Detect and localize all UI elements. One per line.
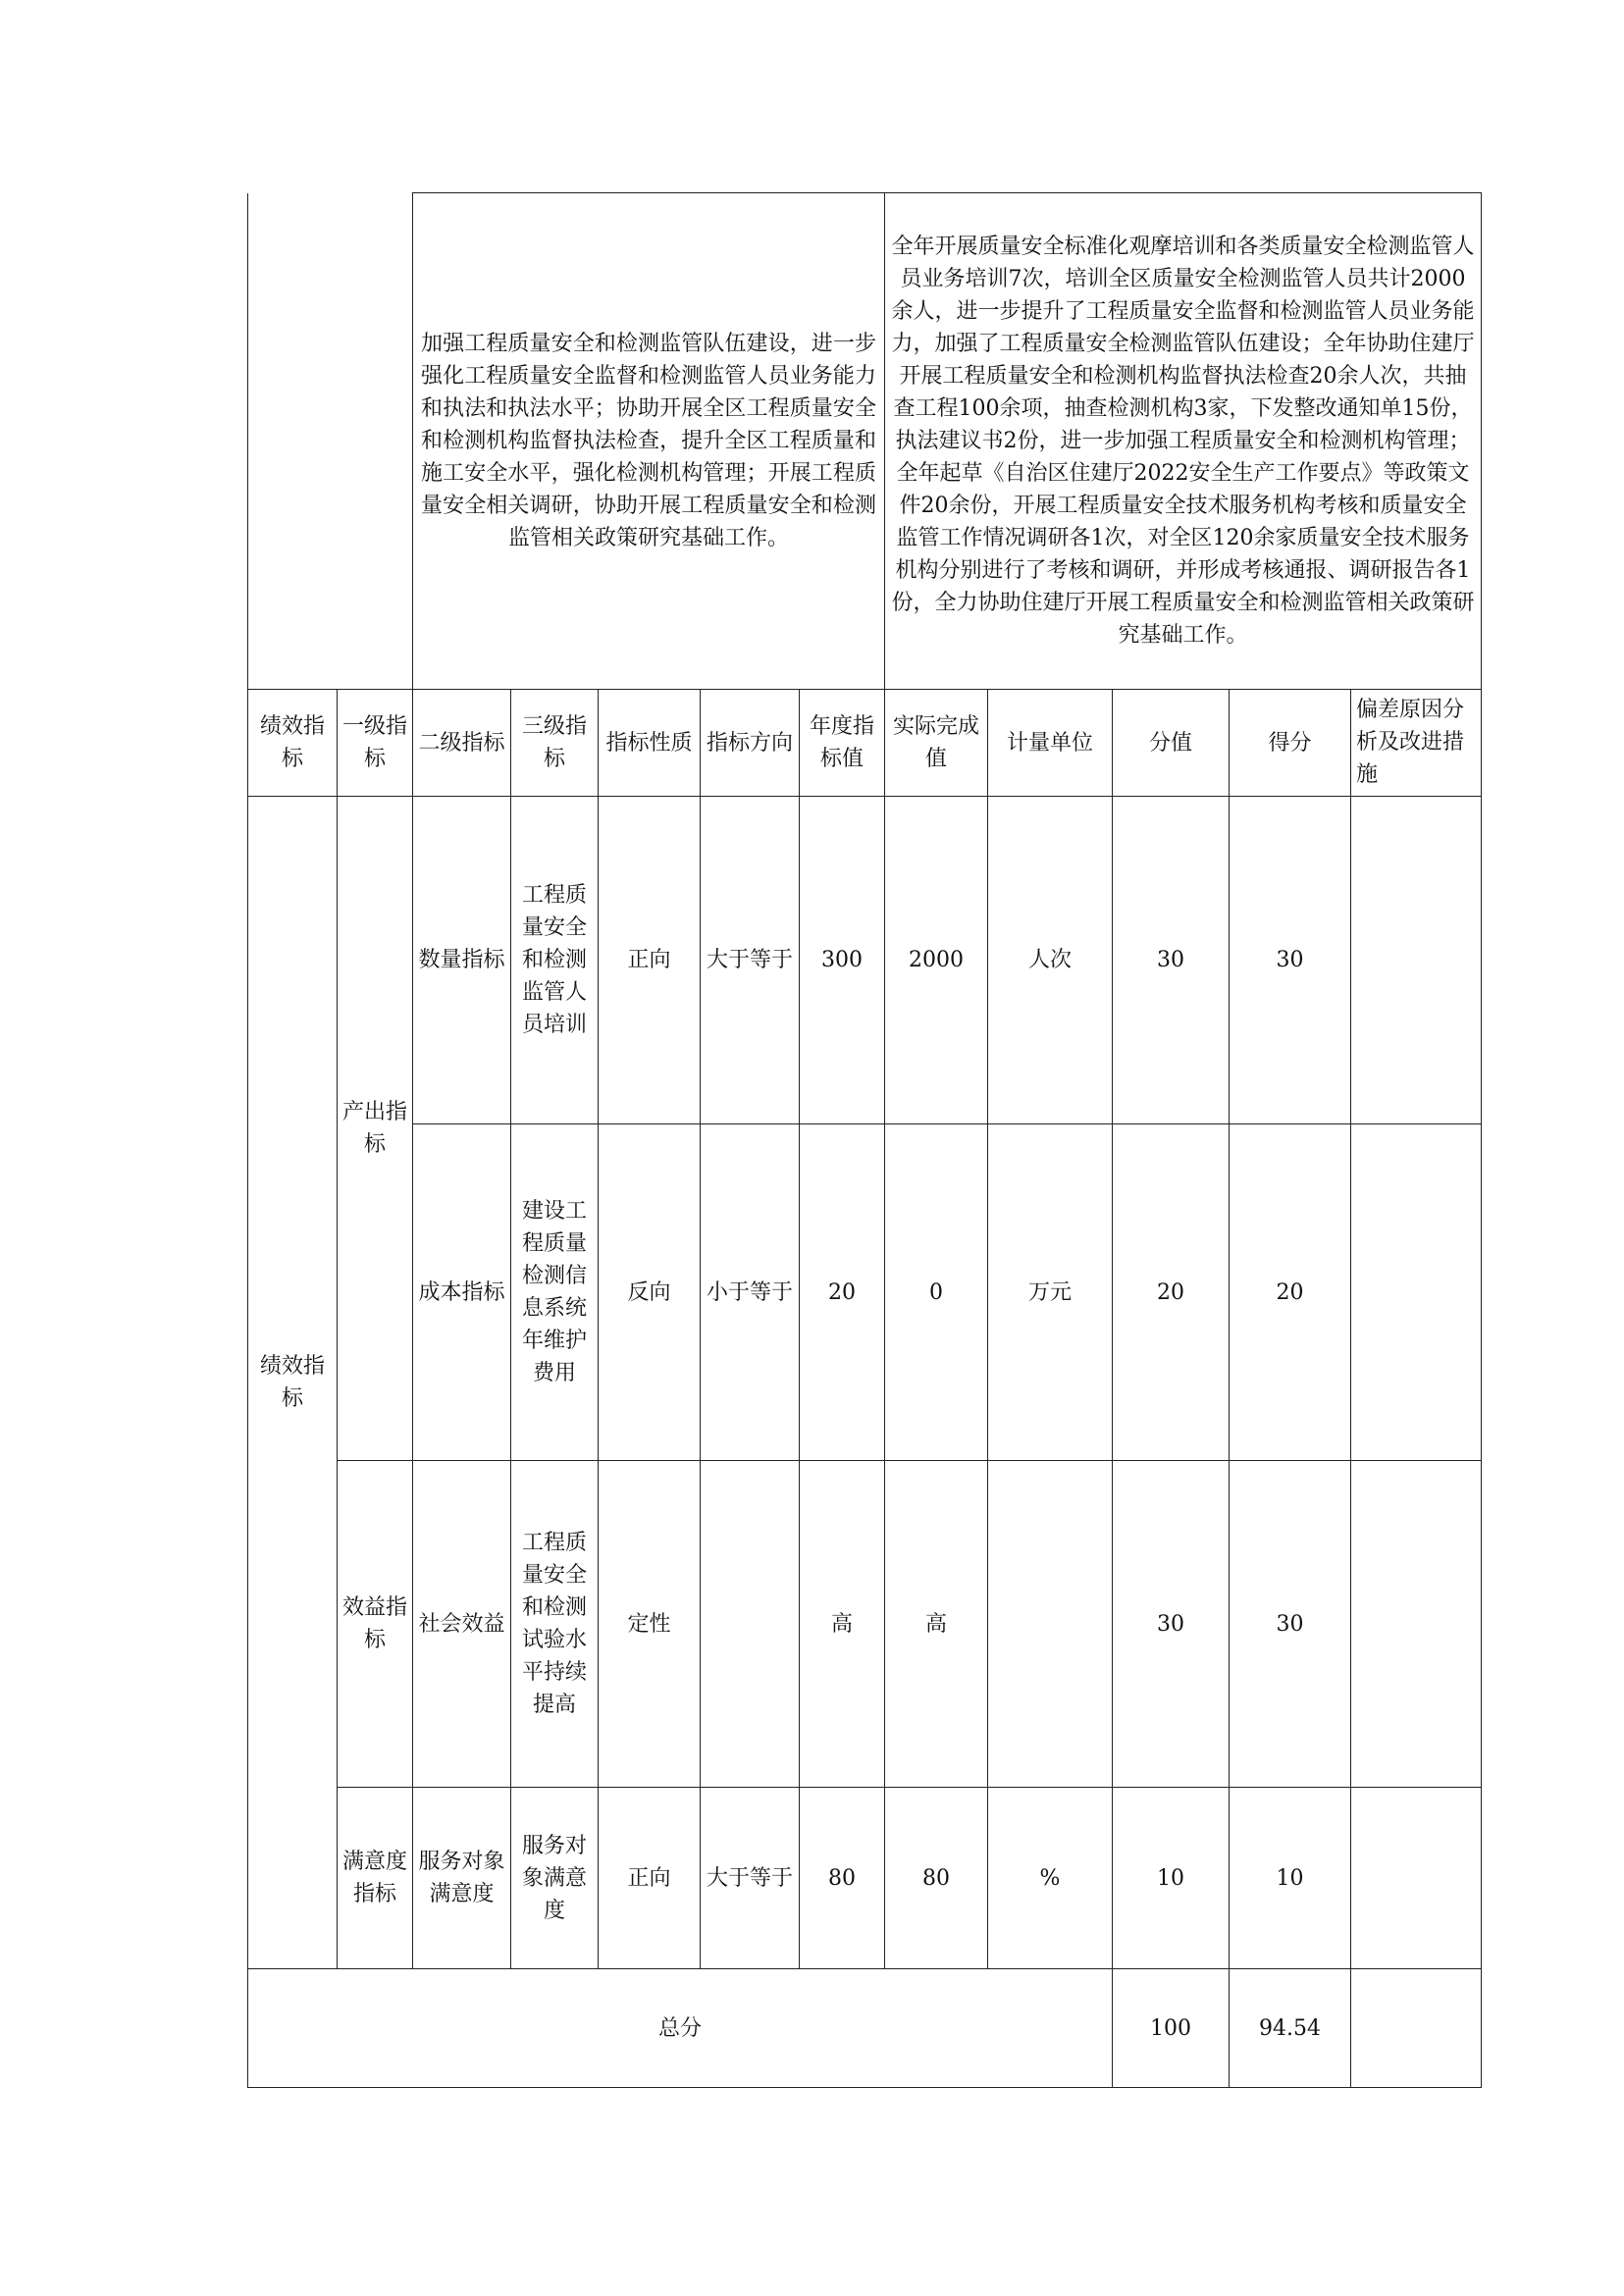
header-cell: 指标性质 bbox=[599, 690, 701, 797]
deviation-cell bbox=[1351, 797, 1482, 1124]
deviation-cell bbox=[1351, 1788, 1482, 1969]
deviation-cell bbox=[1351, 1124, 1482, 1461]
goals-row bbox=[248, 193, 1482, 690]
actual-cell: 80 bbox=[885, 1788, 988, 1969]
header-row bbox=[248, 690, 1482, 797]
score-value-cell: 30 bbox=[1113, 797, 1230, 1124]
actual-completion-cell: 全年开展质量安全标准化观摩培训和各类质量安全检测监管人员业务培训7次，培训全区质量安全检测监管人员共计2000余人，进一步提升了工程质量安全监督和检测监管人员业务能力，加强了工程质量安全检测监管队伍建设；全年协助住建厅开展工程质量安全和检测机构监督执法检查20余人次，共抽查工程100余项，抽查检测机构3家，下发整改通知单15份，执法建议书2份，进一步加强工程质量安全和检测机构管理；全年起草《自治区住建厅2022安全生产工作要点》等政策文件20余份，开展工程质量安全技术服务机构考核和质量安全监管工作情况调研各1次，对全区120余家质量安全技术服务机构分别进行了考核和调研，并形成考核通报、调研报告各1份，全力协助住建厅开展工程质量安全和检测监管相关政策研究基础工作。 bbox=[885, 193, 1482, 690]
nature-cell: 定性 bbox=[599, 1461, 701, 1788]
level2-cell: 服务对象满意度 bbox=[413, 1788, 511, 1969]
header-cell: 年度指标值 bbox=[800, 690, 885, 797]
level3-cell: 服务对象满意度 bbox=[511, 1788, 599, 1969]
header-cell: 偏差原因分析及改进措施 bbox=[1351, 690, 1482, 797]
level2-cell: 数量指标 bbox=[413, 797, 511, 1124]
score-cell: 20 bbox=[1230, 1124, 1351, 1461]
nature-cell: 正向 bbox=[599, 797, 701, 1124]
header-cell: 实际完成值 bbox=[885, 690, 988, 797]
direction-cell: 小于等于 bbox=[701, 1124, 800, 1461]
table-row bbox=[248, 1124, 1482, 1461]
level1-benefit-cell: 效益指标 bbox=[338, 1461, 413, 1788]
level1-output-cell: 产出指标 bbox=[338, 797, 413, 1461]
total-label-cell: 总分 bbox=[248, 1969, 1113, 2088]
header-cell: 三级指标 bbox=[511, 690, 599, 797]
direction-cell: 大于等于 bbox=[701, 797, 800, 1124]
unit-cell bbox=[988, 1461, 1113, 1788]
total-deviation-cell bbox=[1351, 1969, 1482, 2088]
nature-cell: 正向 bbox=[599, 1788, 701, 1969]
score-value-cell: 30 bbox=[1113, 1461, 1230, 1788]
unit-cell: % bbox=[988, 1788, 1113, 1969]
unit-cell: 万元 bbox=[988, 1124, 1113, 1461]
level3-cell: 工程质量安全和检测监管人员培训 bbox=[511, 797, 599, 1124]
actual-cell: 0 bbox=[885, 1124, 988, 1461]
score-cell: 10 bbox=[1230, 1788, 1351, 1969]
target-cell: 20 bbox=[800, 1124, 885, 1461]
score-cell: 30 bbox=[1230, 1461, 1351, 1788]
performance-table bbox=[247, 192, 1482, 2088]
score-cell: 30 bbox=[1230, 797, 1351, 1124]
direction-cell: 大于等于 bbox=[701, 1788, 800, 1969]
actual-cell: 高 bbox=[885, 1461, 988, 1788]
level2-cell: 社会效益 bbox=[413, 1461, 511, 1788]
table-row bbox=[248, 1461, 1482, 1788]
target-cell: 80 bbox=[800, 1788, 885, 1969]
direction-cell bbox=[701, 1461, 800, 1788]
total-score-cell: 94.54 bbox=[1230, 1969, 1351, 2088]
deviation-cell bbox=[1351, 1461, 1482, 1788]
header-cell: 二级指标 bbox=[413, 690, 511, 797]
level2-cell: 成本指标 bbox=[413, 1124, 511, 1461]
header-cell: 指标方向 bbox=[701, 690, 800, 797]
header-cell: 计量单位 bbox=[988, 690, 1113, 797]
nature-cell: 反向 bbox=[599, 1124, 701, 1461]
level3-cell: 建设工程质量检测信息系统年维护费用 bbox=[511, 1124, 599, 1461]
score-value-cell: 10 bbox=[1113, 1788, 1230, 1969]
total-score-value-cell: 100 bbox=[1113, 1969, 1230, 2088]
table-row bbox=[248, 797, 1482, 1124]
target-cell: 300 bbox=[800, 797, 885, 1124]
level1-satisfaction-cell: 满意度指标 bbox=[338, 1788, 413, 1969]
header-cell: 得分 bbox=[1230, 690, 1351, 797]
score-value-cell: 20 bbox=[1113, 1124, 1230, 1461]
header-cell: 分值 bbox=[1113, 690, 1230, 797]
table-row bbox=[248, 1788, 1482, 1969]
section-label-cell: 绩效指标 bbox=[248, 797, 338, 1969]
total-row bbox=[248, 1969, 1482, 2088]
level3-cell: 工程质量安全和检测试验水平持续提高 bbox=[511, 1461, 599, 1788]
header-cell: 绩效指标 bbox=[248, 690, 338, 797]
annual-goal-cell: 加强工程质量安全和检测监管队伍建设，进一步强化工程质量安全监督和检测监管人员业务能力和执法和执法水平；协助开展全区工程质量安全和检测机构监督执法检查，提升全区工程质量和施工安全水平，强化检测机构管理；开展工程质量安全相关调研，协助开展工程质量安全和检测监管相关政策研究基础工作。 bbox=[413, 193, 885, 690]
header-cell: 一级指标 bbox=[338, 690, 413, 797]
actual-cell: 2000 bbox=[885, 797, 988, 1124]
target-cell: 高 bbox=[800, 1461, 885, 1788]
goals-row-left-blank bbox=[248, 193, 413, 690]
unit-cell: 人次 bbox=[988, 797, 1113, 1124]
